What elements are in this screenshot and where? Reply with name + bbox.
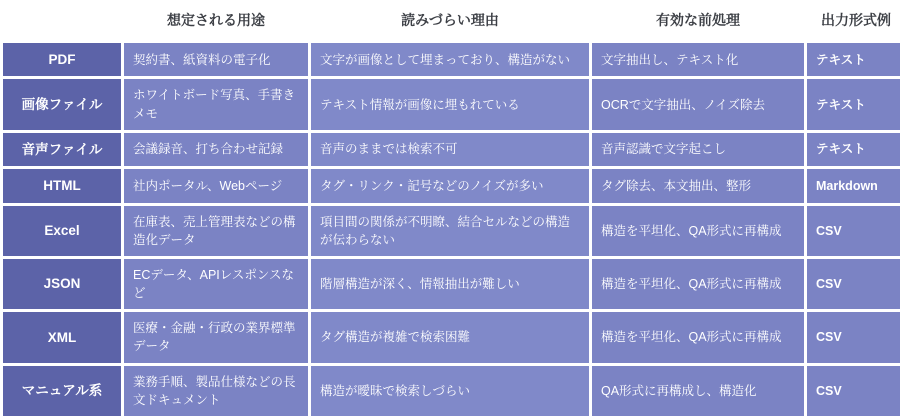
cell-preprocess: OCRで文字抽出、ノイズ除去 <box>592 79 804 129</box>
row-header-label: 画像ファイル <box>3 79 121 129</box>
cell-reason: 文字が画像として埋まっており、構造がない <box>311 43 589 77</box>
table-header <box>3 3 900 40</box>
cell-output: CSV <box>807 312 900 362</box>
cell-output: テキスト <box>807 79 900 129</box>
cell-preprocess: 音声認識で文字起こし <box>592 133 804 167</box>
table-row <box>3 259 900 309</box>
cell-preprocess: QA形式に再構成し、構造化 <box>592 366 804 416</box>
table-body <box>3 43 900 416</box>
cell-preprocess: 構造を平坦化、QA形式に再構成 <box>592 312 804 362</box>
row-header-label: マニュアル系 <box>3 366 121 416</box>
column-header-preprocess: 有効な前処理 <box>592 3 804 40</box>
cell-purpose: ECデータ、APIレスポンスなど <box>124 259 308 309</box>
cell-reason: 階層構造が深く、情報抽出が難しい <box>311 259 589 309</box>
cell-purpose: 業務手順、製品仕様などの長文ドキュメント <box>124 366 308 416</box>
cell-preprocess: 構造を平坦化、QA形式に再構成 <box>592 259 804 309</box>
cell-preprocess: 文字抽出し、テキスト化 <box>592 43 804 77</box>
row-header-label: 音声ファイル <box>3 133 121 167</box>
cell-output: テキスト <box>807 43 900 77</box>
row-header-label: PDF <box>3 43 121 77</box>
row-header-label: Excel <box>3 206 121 256</box>
cell-purpose: 会議録音、打ち合わせ記録 <box>124 133 308 167</box>
cell-purpose: 医療・金融・行政の業界標準データ <box>124 312 308 362</box>
table-row <box>3 366 900 416</box>
cell-reason: タグ・リンク・記号などのノイズが多い <box>311 169 589 203</box>
column-header-output: 出力形式例 <box>807 3 900 40</box>
cell-output: CSV <box>807 206 900 256</box>
table-row <box>3 133 900 167</box>
column-header-purpose: 想定される用途 <box>124 3 308 40</box>
cell-preprocess: 構造を平坦化、QA形式に再構成 <box>592 206 804 256</box>
cell-reason: 構造が曖昧で検索しづらい <box>311 366 589 416</box>
cell-output: テキスト <box>807 133 900 167</box>
cell-reason: タグ構造が複雑で検索困難 <box>311 312 589 362</box>
cell-reason: テキスト情報が画像に埋もれている <box>311 79 589 129</box>
row-header-label: XML <box>3 312 121 362</box>
cell-reason: 音声のままでは検索不可 <box>311 133 589 167</box>
table-row <box>3 169 900 203</box>
row-header-label: JSON <box>3 259 121 309</box>
table-row <box>3 312 900 362</box>
cell-purpose: 在庫表、売上管理表などの構造化データ <box>124 206 308 256</box>
cell-purpose: 契約書、紙資料の電子化 <box>124 43 308 77</box>
cell-output: Markdown <box>807 169 900 203</box>
row-header-label: HTML <box>3 169 121 203</box>
cell-reason: 項目間の関係が不明瞭、結合セルなどの構造が伝わらない <box>311 206 589 256</box>
cell-output: CSV <box>807 366 900 416</box>
table-row <box>3 79 900 129</box>
column-header-corner <box>3 3 121 40</box>
column-header-reason: 読みづらい理由 <box>311 3 589 40</box>
table-header-row <box>3 3 900 40</box>
cell-purpose: ホワイトボード写真、手書きメモ <box>124 79 308 129</box>
table-row <box>3 206 900 256</box>
cell-purpose: 社内ポータル、Webページ <box>124 169 308 203</box>
cell-preprocess: タグ除去、本文抽出、整形 <box>592 169 804 203</box>
cell-output: CSV <box>807 259 900 309</box>
table-row <box>3 43 900 77</box>
